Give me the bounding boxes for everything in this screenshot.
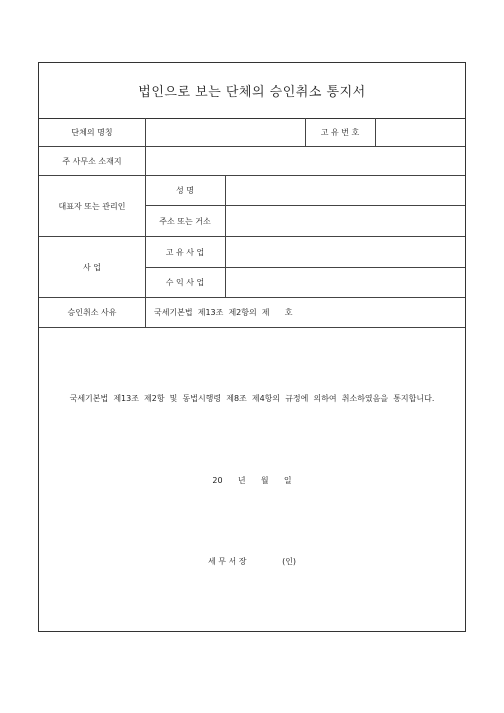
rep-name-field[interactable]: [226, 176, 465, 205]
rep-label: 대표자 또는 관리인: [58, 201, 126, 211]
profit-business-field[interactable]: [226, 268, 465, 297]
rep-address-field[interactable]: [226, 206, 465, 236]
org-name-field[interactable]: [146, 118, 305, 146]
signature-line: 세 무 서 장 (인): [207, 557, 297, 566]
date-line: 20 년 월 일: [212, 476, 292, 485]
office-field[interactable]: [146, 147, 465, 175]
rep-name-label: 성 명: [176, 186, 194, 195]
business-label: 사 업: [83, 262, 101, 272]
rep-address-label: 주소 또는 거소: [159, 216, 211, 226]
org-name-label: 단체의 명칭: [71, 127, 113, 137]
row-divider: [39, 327, 465, 328]
notice-statement: 국세기본법 제13조 제2항 및 동법시행령 제8조 제4항의 규정에 의하여 취소하였음을 통지합니다.: [69, 394, 435, 403]
unique-business-label: 고 유 사 업: [165, 247, 205, 257]
unique-no-label: 고 유 번 호: [320, 127, 360, 137]
office-label: 주 사무소 소재지: [62, 156, 122, 166]
profit-business-label: 수 익 사 업: [165, 278, 205, 287]
form-title: 법인으로 보는 단체의 승인취소 통지서: [39, 63, 465, 119]
unique-business-field[interactable]: [226, 237, 465, 267]
notice-form: [38, 62, 466, 632]
cancel-reason-label: 승인취소 사유: [67, 308, 117, 317]
cancel-reason-value: 국세기본법 제13조 제2항의 제 호: [154, 308, 293, 317]
unique-no-field[interactable]: [376, 118, 465, 146]
